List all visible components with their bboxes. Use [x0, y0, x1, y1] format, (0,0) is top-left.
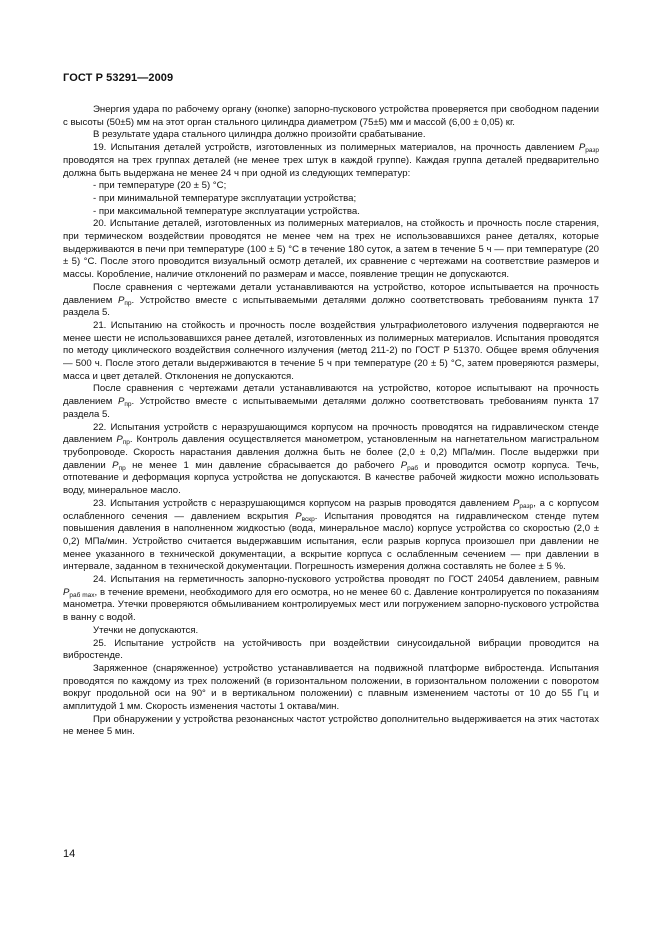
paragraph: После сравнения с чертежами детали устанавливаются на устройство, которое испытывают на прочность давлением $P_{пр}$. Устройство вместе с испытываемыми деталями должно соответствовать требованиям пункта 17 раздела 5.: [63, 383, 599, 420]
paragraph: После сравнения с чертежами детали устанавливаются на устройство, которое испытывается на прочность давлением $P_{пр}$. Устройство вместе с испытываемыми деталями должно соответствовать требованиям пункта 17 раздела 5.: [63, 281, 599, 319]
list-item: - при температуре (20 ± 5) °С;: [93, 180, 227, 192]
list-item: - при максимальной температуре эксплуатации устройства.: [93, 205, 360, 217]
paragraph-25: 25. Испытание устройств на устойчивость при воздействии синусоидальной вибрации проводится на вибростенде.: [63, 637, 599, 662]
paragraph-21: 21. Испытанию на стойкость и прочность после воздействия ультрафиолетового излучения подвергаются не менее шести не использовавшихся ранее деталей, изготовленных из полимерных материалов. Испытания проводятся по методу циклического воздействия солнечного излучения (метод 211-2) по ГОСТ Р 51370. Общее время облучения — 500 ч. После этого детали выдерживаются в течение 5 ч при температуре (20 ± 5) °С, затем проверяются размеры, масса и цвет деталей. Отклонения не допускаются.: [63, 319, 599, 382]
document-body: [63, 104, 599, 739]
page-number: 14: [63, 848, 76, 860]
paragraph: Заряженное (снаряженное) устройство устанавливается на подвижной платформе вибростенда. Испытания проводятся по каждому из трех положений (в горизонтальном положении, в горизонтальном положении с поворотом вокруг продольной оси на 90° и в вертикальном положении) с плавным изменением частоты от 10 до 55 Гц и амплитудой 1 мм. Скорость изменения частоты 1 октава/мин.: [63, 662, 599, 713]
paragraph-19: 19. Испытания деталей устройств, изготовленных из полимерных материалов, на прочность давлением $P_{разр}$ проводятся на трех группах деталей (не менее трех штук в каждой группе). Каждая группа деталей предварительно должна быть выдержана не менее 24 ч при одной из следующих температур:: [63, 142, 599, 179]
list-item: - при минимальной температуре эксплуатации устройства;: [93, 192, 357, 204]
standard-header: ГОСТ Р 53291—2009: [63, 72, 174, 84]
paragraph-22: 22. Испытания устройств с неразрушающимся корпусом на прочность проводятся на гидравлическом стенде давлением $P_{пр}$. Контроль давления осуществляется манометром, установленным на нагнетательном магистральном трубопроводе. Скорость нарастания давления должна быть не более (2,0 ± 0,2) МПа/мин. После выдержки при давлении $P_{пр}$ не менее 1 мин давление сбрасывается до рабочего $P_{раб}$ и проводится осмотр корпуса. Течь, отпотевание и деформация корпуса устройства не допускаются. В качестве рабочей жидкости можно использовать воду, минеральное масло.: [63, 421, 599, 497]
paragraph: Энергия удара по рабочему органу (кнопке) запорно-пускового устройства проверяется при свободном падении с высоты (50±5) мм на этот орган стального цилиндра диаметром (75±5) мм и массой (6,00 ± 0,05) кг.: [63, 104, 599, 128]
paragraph-23: 23. Испытания устройств с неразрушающимся корпусом на разрыв проводятся давлением $P_{разр}$, а с корпусом ослабленного сечения — давлением вскрытия $P_{вскр}$. Испытания проводятся на гидравлическом стенде путем повышения давления в наполненном жидкостью (вода, минеральное масло) корпусе устройства со скоростью (2,0 ± 0,2) МПа/мин. Устройство считается выдержавшим испытания, если разрыв корпуса произошел при давлении не менее указанного в технической документации, а вскрытие корпуса с ослабленным сечением — при давлении в интервале, заданном в технической документации. Погрешность измерения должна составлять не более ± 5 %.: [63, 497, 599, 573]
paragraph: При обнаружении у устройства резонансных частот устройство дополнительно выдерживается на этих частотах не менее 5 мин.: [63, 713, 599, 738]
paragraph: Утечки не допускаются.: [93, 624, 199, 636]
paragraph: В результате удара стального цилиндра должно произойти срабатывание.: [93, 129, 426, 141]
paragraph-24: 24. Испытания на герметичность запорно-пускового устройства проводят по ГОСТ 24054 давлением, равным $P_{раб max}$, в течение времени, необходимого для его осмотра, но не менее 60 с. Давление контролируется по показаниям манометра. Утечки проверяются обмыливанием контролируемых мест или погружением запорно-пускового устройства в ванну с водой.: [63, 574, 599, 624]
paragraph-20: 20. Испытание деталей, изготовленных из полимерных материалов, на стойкость и прочность после старения, при термическом воздействии проводятся не менее чем на трех не использовавшихся ранее деталях, которые выдерживаются в печи при температуре (100 ± 5) °С в течение 180 суток, а затем в течение 5 ч — при температуре (20 ± 5) °С. После этого проводится визуальный осмотр деталей, их сравнение с чертежами на соответствие размеров и массы. Коробление, наличие отклонений по размерам и массе, появление трещин не допускаются.: [63, 218, 599, 281]
